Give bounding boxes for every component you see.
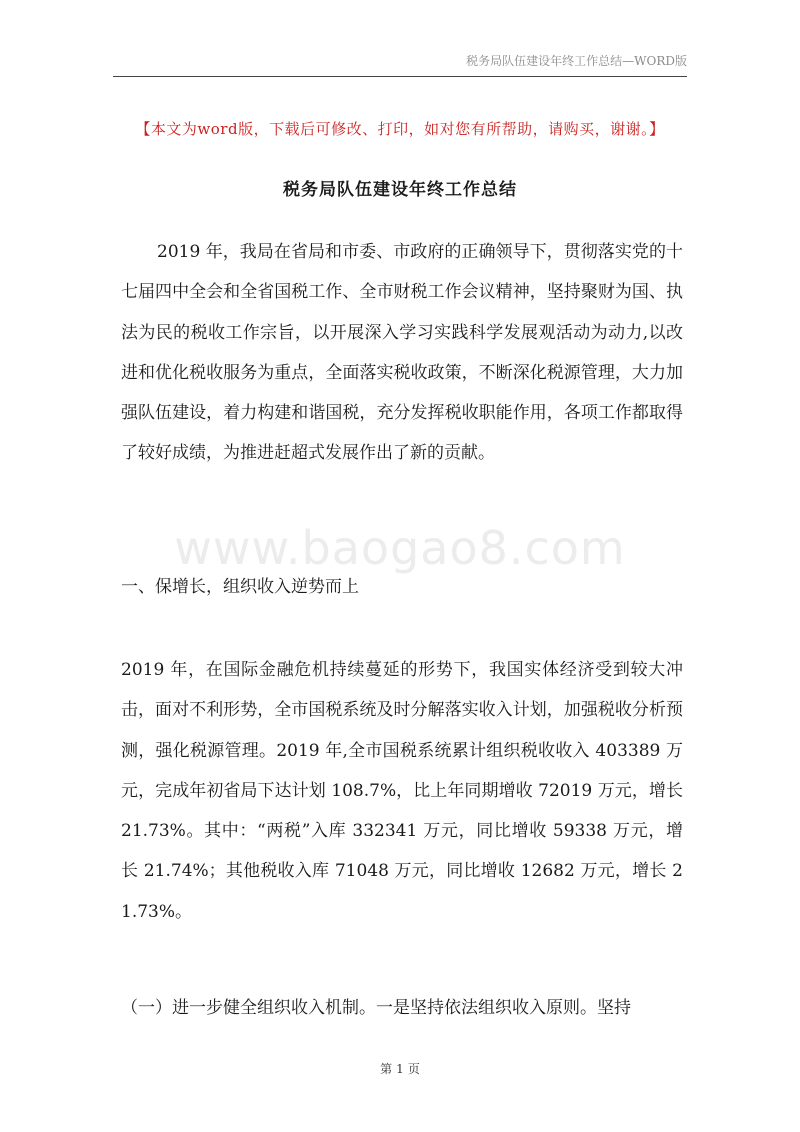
section-heading: 一、保增长，组织收入逆势而上 bbox=[121, 577, 359, 597]
page-number-prefix: 第 bbox=[380, 1062, 393, 1076]
download-notice: 【本文为word版，下载后可修改、打印，如对您有所帮助，请购买，谢谢。】 bbox=[135, 120, 665, 138]
document-title: 税务局队伍建设年终工作总结 bbox=[283, 180, 517, 200]
page-number-suffix: 页 bbox=[407, 1062, 420, 1076]
page-number: 1 bbox=[396, 1062, 404, 1076]
body-paragraph: 2019 年，在国际金融危机持续蔓延的形势下，我国实体经济受到较大冲击，面对不利形势，全市国税系统及时分解落实收入计划，加强税收分析预测，强化税源管理。2019 年,全市国税系统累计组织税收收入 403389 万元，完成年初省局下达计划 108.7%，比上年同期增收 72019 万元，增长 21.73%。其中：“两税”入库 332341 万元，同比增收 59338 万元，增长 21.74%；其他税收入库 71048 万元，同比增收 12682 万元，增长 21.73%。 bbox=[121, 660, 683, 922]
page-footer bbox=[0, 1060, 800, 1077]
running-title: 税务局队伍建设年终工作总结—WORD版 bbox=[466, 54, 687, 68]
body-paragraph: （一）进一步健全组织收入机制。一是坚持依法组织收入原则。坚持 bbox=[121, 998, 631, 1018]
page-header bbox=[113, 50, 687, 77]
body-paragraph: 2019 年，我局在省局和市委、市政府的正确领导下，贯彻落实党的十七届四中全会和全省国税工作、全市财税工作会议精神，坚持聚财为国、执法为民的税收工作宗旨，以开展深入学习实践科学发展观活动为动力,以改进和优化税收服务为重点，全面落实税收政策，不断深化税源管理，大力加强队伍建设，着力构建和谐国税，充分发挥税收职能作用，各项工作都取得了较好成绩，为推进赶超式发展作出了新的贡献。 bbox=[121, 242, 683, 464]
watermark: www.baogao8.com bbox=[174, 521, 626, 575]
